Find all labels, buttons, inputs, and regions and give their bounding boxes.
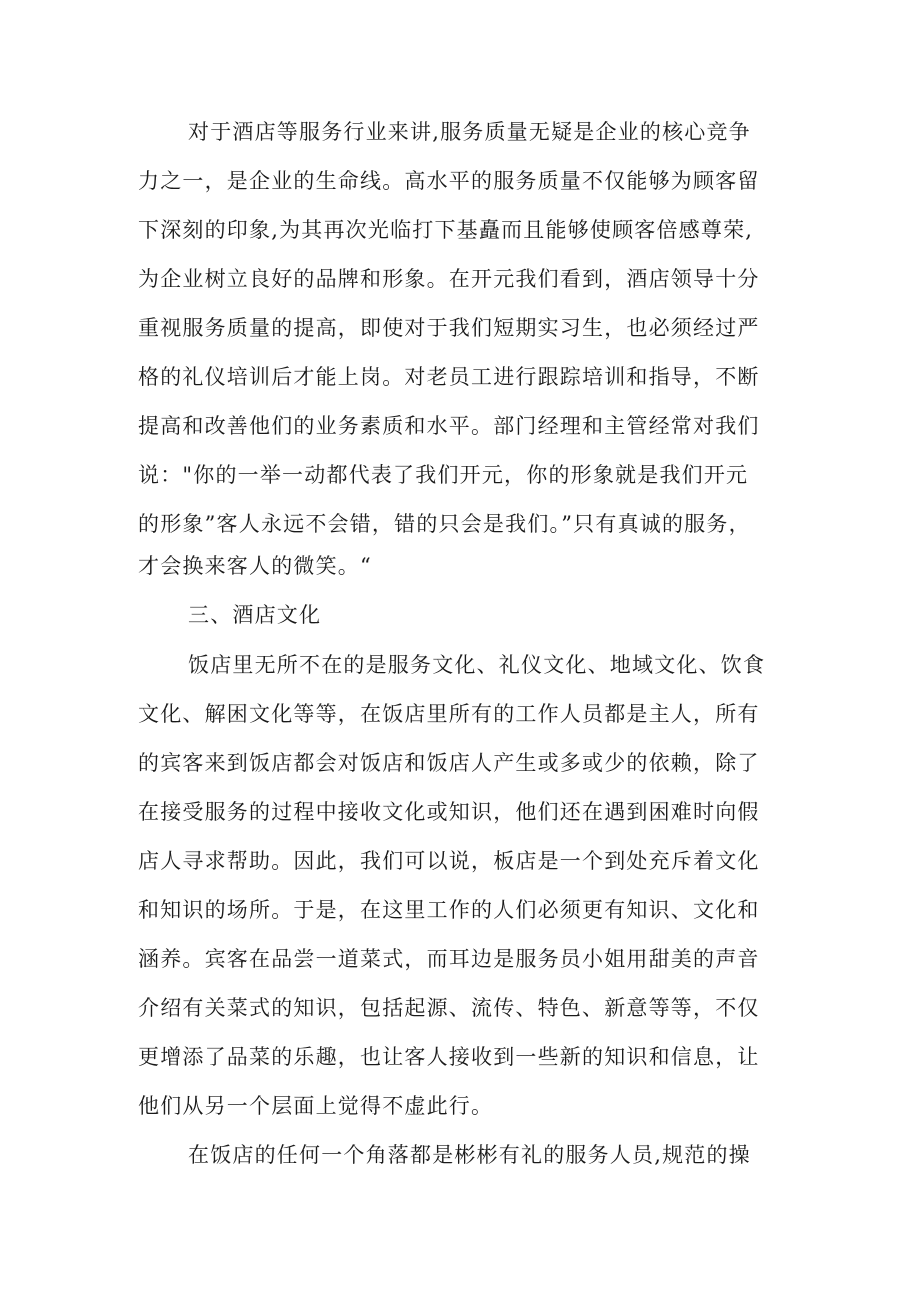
paragraph-line: 文化、解困文化等等，在饭店里所有的工作人员都是主人，所有 bbox=[138, 702, 760, 726]
paragraph-line: 店人寻求帮助。因此，我们可以说，板店是一个到处充斥着文化 bbox=[138, 849, 760, 873]
paragraph-line: 提高和改善他们的业务素质和水平。部门经理和主管经常对我们 bbox=[138, 414, 760, 438]
paragraph-line: 的宾客来到饭店都会对饭店和饭店人产生或多或少的依赖，除了 bbox=[138, 751, 760, 775]
paragraph-line: 涵养。宾客在品尝一道菜式，而耳边是服务员小姐用甜美的声音 bbox=[138, 947, 760, 971]
paragraph-line: 更增添了品菜的乐趣，也让客人接收到一些新的知识和信息，让 bbox=[138, 1045, 760, 1069]
paragraph-line: 的形象”客人永远不会错，错的只会是我们。”只有真诚的服务， bbox=[138, 512, 751, 536]
paragraph-line: 他们从另一个层面上觉得不虚此行。 bbox=[138, 1094, 494, 1118]
paragraph-line: 和知识的场所。于是，在这里工作的人们必须更有知识、文化和 bbox=[138, 898, 760, 922]
paragraph-line: 才会换来客人的微笑。“ bbox=[138, 554, 372, 578]
paragraph-line: 介绍有关菜式的知识，包括起源、流传、特色、新意等等，不仅 bbox=[138, 996, 760, 1020]
paragraph-line: 格的礼仪培训后才能上岗。对老员工进行跟踪培训和指导，不断 bbox=[138, 365, 760, 389]
paragraph-line: 饭店里无所不在的是服务文化、礼仪文化、地域文化、饮食 bbox=[188, 653, 766, 677]
paragraph-line: 下深刻的印象,为其再次光临打下基矗而且能够使顾客倍感尊荣, bbox=[138, 218, 754, 242]
paragraph-line: 在接受服务的过程中接收文化或知识，他们还在遇到困难时向假 bbox=[138, 800, 760, 824]
paragraph-line: 力之一，是企业的生命线。高水平的服务质量不仅能够为顾客留 bbox=[138, 169, 760, 193]
paragraph-line: 对于酒店等服务行业来讲,服务质量无疑是企业的核心竞争 bbox=[188, 120, 751, 144]
paragraph-line: 为企业树立良好的品牌和形象。在开元我们看到，酒店领导十分 bbox=[138, 267, 760, 291]
paragraph-line: 在饭店的任何一个角落都是彬彬有礼的服务人员,规范的操 bbox=[188, 1143, 751, 1167]
section-heading: 三、酒店文化 bbox=[188, 603, 322, 627]
paragraph-line: 说："你的一举一动都代表了我们开元，你的形象就是我们开元 bbox=[138, 463, 749, 487]
paragraph-line: 重视服务质量的提高，即使对于我们短期实习生，也必须经过严 bbox=[138, 316, 760, 340]
